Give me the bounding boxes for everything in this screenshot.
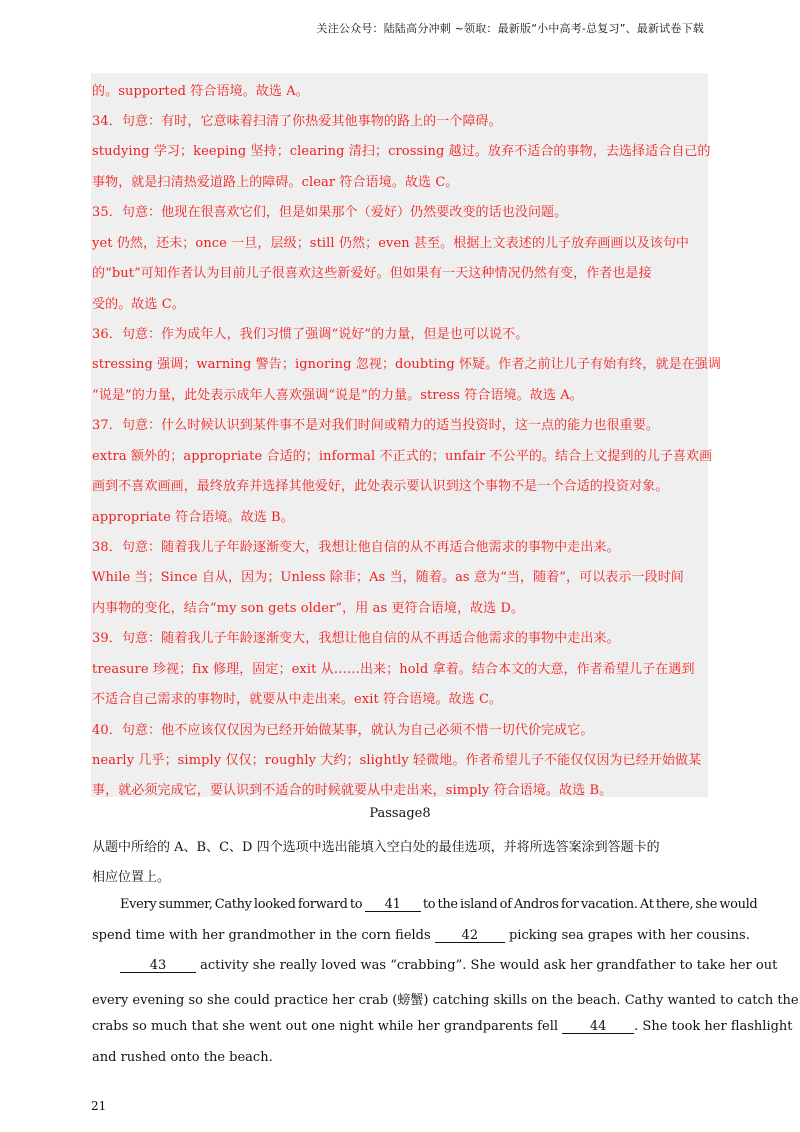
answer-line: yet 仍然，还未；once 一旦，层级；still 仍然；even 甚至。根据上文表述的儿子放弃画画以及该句中: [92, 236, 690, 251]
passage-line: [120, 897, 757, 912]
answer-line: extra 额外的；appropriate 合适的；informal 不正式的；unfair 不公平的。结合上文提到的儿子喜欢画: [92, 449, 713, 464]
answer-line: 事，就必须完成它，要认识到不适合的时候就要从中走出来，simply 符合语境。故选 B。: [92, 783, 613, 798]
blank-42: 42: [435, 929, 505, 943]
passage-line: [92, 928, 750, 943]
answer-line: 画到不喜欢画画，最终放弃并选择其他爱好，此处表示要认识到这个事物不是一个合适的投资对象。: [92, 479, 669, 494]
answer-line: 34．句意：有时，它意味着扫清了你热爱其他事物的路上的一个障碍。: [92, 114, 502, 129]
answer-line: 38．句意：随着我儿子年龄逐渐变大，我想让他自信的从不再适合他需求的事物中走出来。: [92, 540, 620, 555]
answer-line: appropriate 符合语境。故选 B。: [92, 510, 294, 525]
answer-line: 不适合自己需求的事物时，就要从中走出来。exit 符合语境。故选 C。: [92, 692, 503, 707]
answer-line: stressing 强调；warning 警告；ignoring 忽视；doubting 怀疑。作者之前让儿子有始有终，就是在强调: [92, 357, 722, 372]
blank-44: 44: [562, 1020, 634, 1034]
passage-text: to the island of Andros for vacation. At there, she would: [422, 897, 758, 912]
answer-line: While 当；Since 自从，因为；Unless 除非；As 当，随着。as 意为“当，随着”，可以表示一段时间: [92, 570, 684, 585]
answer-line: 35．句意：他现在很喜欢它们，但是如果那个（爱好）仍然要改变的话也没问题。: [92, 205, 568, 220]
instruction-line: 相应位置上。: [92, 870, 171, 885]
blank-43: 43: [120, 959, 196, 973]
page-number: 21: [91, 1099, 107, 1113]
passage-text: crabs so much that she went out one night while her grandparents fell: [92, 1019, 559, 1034]
blank-41: 41: [365, 898, 421, 912]
passage-title: Passage8: [369, 806, 431, 821]
answer-line: treasure 珍视；fix 修理，固定；exit 从……出来；hold 拿着。结合本文的大意，作者希望儿子在遇到: [92, 662, 695, 677]
answer-line: 受的。故选 C。: [92, 297, 185, 312]
page-header: 关注公众号：陆陆高分冲刺 ~领取：最新版“小中高考-总复习”、最新试卷下载: [316, 22, 704, 35]
passage-line: [92, 1019, 793, 1034]
answer-line: nearly 几乎；simply 仅仅；roughly 大约；slightly 轻微地。作者希望儿子不能仅仅因为已经开始做某: [92, 753, 702, 768]
answer-line: 的。supported 符合语境。故选 A。: [92, 84, 309, 99]
answer-line: 39．句意：随着我儿子年龄逐渐变大，我想让他自信的从不再适合他需求的事物中走出来。: [92, 631, 620, 646]
answer-line: 36．句意：作为成年人，我们习惯了强调“说好”的力量，但是也可以说不。: [92, 327, 529, 342]
passage-text: picking sea grapes with her cousins.: [508, 928, 750, 943]
answer-line: “说是”的力量，此处表示成年人喜欢强调“说是”的力量。stress 符合语境。故选 A。: [92, 388, 583, 403]
answer-line: 40．句意：他不应该仅仅因为已经开始做某事，就认为自己必须不惜一切代价完成它。: [92, 723, 594, 738]
answer-line: 的“but”可知作者认为目前儿子很喜欢这些新爱好。但如果有一天这种情况仍然有变，作者也是接: [92, 266, 652, 281]
passage-line: every evening so she could practice her crab (螃蟹) catching skills on the beach. Cathy wanted to catch the: [92, 993, 799, 1008]
answer-line: 内事物的变化，结合“my son gets older”，用 as 更符合语境，故选 D。: [92, 601, 525, 616]
passage-text: spend time with her grandmother in the corn fields: [92, 928, 431, 943]
passage-text: Every summer, Cathy looked forward to: [120, 897, 363, 912]
passage-text: activity she really loved was “crabbing”. She would ask her grandfather to take her out: [200, 958, 778, 973]
answer-line: studying 学习；keeping 坚持；clearing 清扫；crossing 越过。放弃不适合的事物，去选择适合自己的: [92, 144, 711, 159]
instruction-line: 从题中所给的 A、B、C、D 四个选项中选出能填入空白处的最佳选项，并将所选答案涂到答题卡的: [92, 840, 660, 855]
answer-line: 事物，就是扫清热爱道路上的障碍。clear 符合语境。故选 C。: [92, 175, 459, 190]
passage-line: and rushed onto the beach.: [92, 1050, 273, 1065]
passage-text: . She took her flashlight: [634, 1019, 793, 1034]
answer-line: 37．句意：什么时候认识到某件事不是对我们时间或精力的适当投资时，这一点的能力也很重要。: [92, 418, 659, 433]
passage-line: [120, 958, 777, 973]
